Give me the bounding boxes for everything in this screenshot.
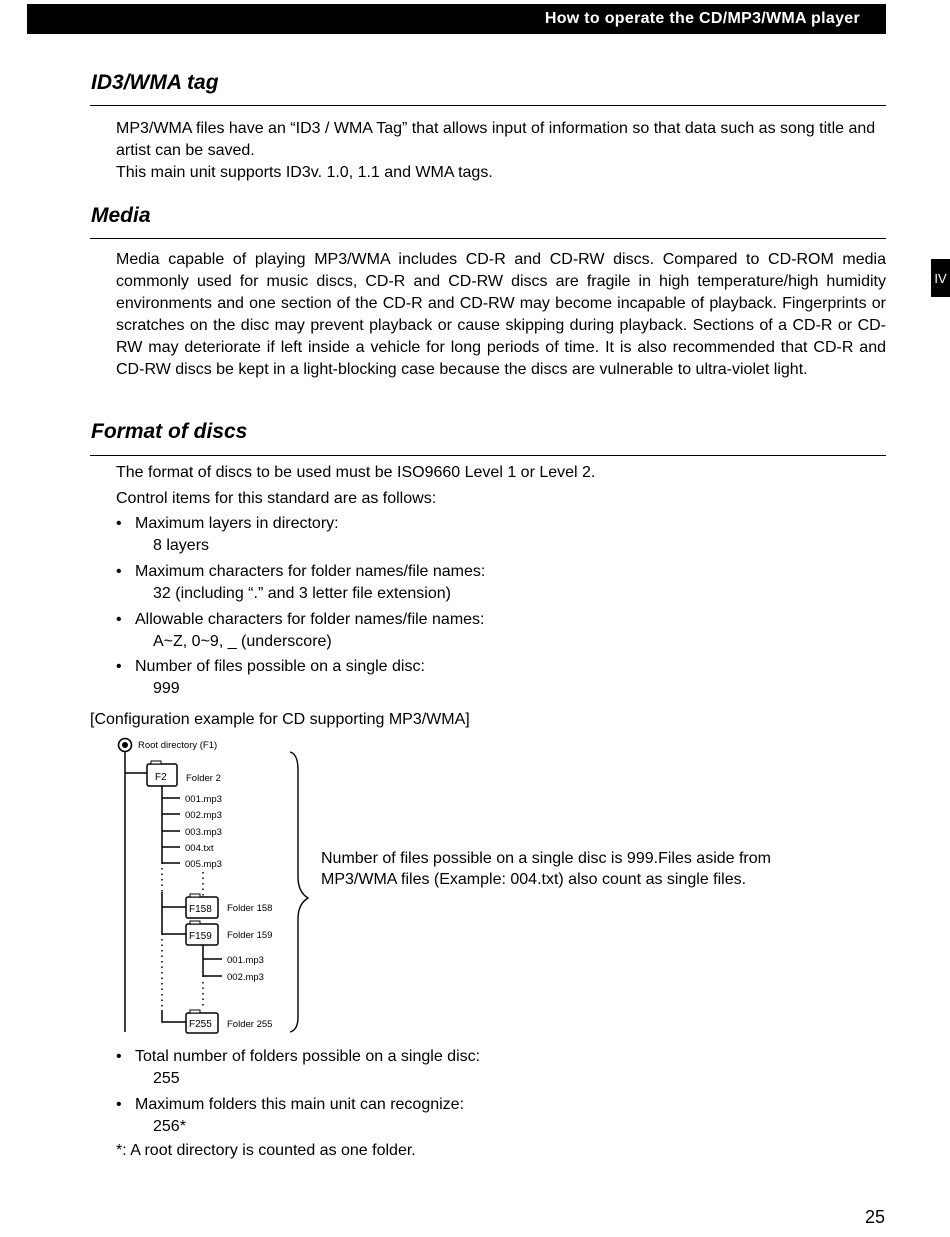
folder-box-label: F158 <box>189 904 212 915</box>
file-label: 004.txt <box>185 843 214 854</box>
brace-shape <box>290 752 308 1032</box>
list-item-value: A~Z, 0~9, _ (underscore) <box>153 633 332 650</box>
list-item-label: Maximum folders this main unit can recognize: <box>135 1096 465 1113</box>
format-line-2: Control items for this standard are as follows: <box>116 490 437 507</box>
disc-icon <box>119 739 132 752</box>
root-label: Root directory (F1) <box>138 740 218 751</box>
list-item-label: Number of files possible on a single disc: <box>135 658 425 675</box>
format-line-1: The format of discs to be used must be ISO9660 Level 1 or Level 2. <box>116 464 596 481</box>
media-paragraph: Media capable of playing MP3/WMA includes CD-R and CD-RW discs. Compared to CD-ROM media commonly used for music discs, CD-R and CD-RW discs are fragile in high temperature/high humidity environments and one section of the CD-R and CD-RW may become incapable of playback. Fingerprints or scratches on the disc may prevent playback or cause skipping during playback. Sections of a CD-R or CD-RW may deteriorate if left inside a vehicle for long periods of time. It is also recommended that CD-R and CD-RW discs be kept in a light-blocking case because the discs are vulnerable to ultra-violet light. <box>116 251 886 378</box>
file-label: 002.mp3 <box>185 810 222 821</box>
directory-tree-diagram <box>110 732 310 1037</box>
list-item-value: 256* <box>153 1118 186 1135</box>
list-item-label: Allowable characters for folder names/file names: <box>135 611 485 628</box>
folder-box-label: F255 <box>189 1019 212 1030</box>
list-item-value: 255 <box>153 1070 180 1087</box>
folder-label: Folder 159 <box>227 930 273 941</box>
list-item-value: 32 (including “.” and 3 letter file extension) <box>153 585 451 602</box>
diagram-caption: [Configuration example for CD supporting MP3/WMA] <box>90 711 470 728</box>
section-title-id3: ID3/WMA tag <box>91 71 219 94</box>
section-title-media: Media <box>91 204 151 227</box>
section-rule <box>90 455 886 456</box>
page-number: 25 <box>865 1207 886 1227</box>
folder-label: Folder 255 <box>227 1019 273 1030</box>
header-title: How to operate the CD/MP3/WMA player <box>544 10 860 27</box>
list-item-value: 999 <box>153 680 180 697</box>
folder-box-label: F2 <box>155 772 167 783</box>
file-label: 003.mp3 <box>185 827 222 838</box>
diagram-note: Number of files possible on a single disc is 999.Files aside from MP3/WMA files (Example: 004.txt) also count as single files. <box>321 850 771 888</box>
list-item-label: Total number of folders possible on a single disc: <box>135 1048 481 1065</box>
list-item-value: 8 layers <box>153 537 210 554</box>
file-label: 002.mp3 <box>227 972 264 983</box>
section-rule <box>90 105 886 106</box>
file-label: 001.mp3 <box>227 955 264 966</box>
footnote: *: A root directory is counted as one folder. <box>116 1142 416 1159</box>
folder-label: Folder 2 <box>186 773 221 784</box>
section-title-format: Format of discs <box>91 420 248 443</box>
chapter-tab: IV <box>931 259 950 297</box>
file-label: 005.mp3 <box>185 859 222 870</box>
file-label: 001.mp3 <box>185 794 222 805</box>
folder-label: Folder 158 <box>227 903 273 914</box>
folder-box-label: F159 <box>189 931 212 942</box>
list-item-label: Maximum characters for folder names/file names: <box>135 563 486 580</box>
list-item-label: Maximum layers in directory: <box>135 515 339 532</box>
id3-support-text: This main unit supports ID3v. 1.0, 1.1 and WMA tags. <box>116 164 493 181</box>
page-header-bar <box>27 4 886 34</box>
section-rule <box>90 238 886 239</box>
id3-paragraph: MP3/WMA files have an “ID3 / WMA Tag” that allows input of information so that data such as song title and artist can be saved. <box>116 120 876 159</box>
